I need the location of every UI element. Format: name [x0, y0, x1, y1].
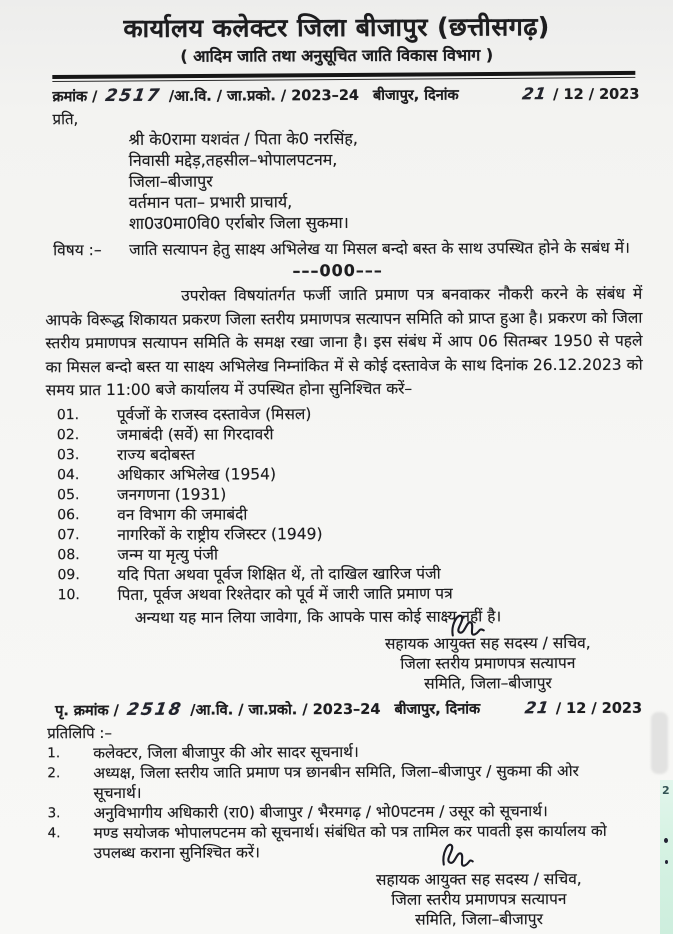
- ref2-series: /आ.वि. / जा.प्रको. / 2023–24: [190, 701, 381, 719]
- document-number: 09.: [57, 566, 80, 583]
- signatory-committee: जिला स्तरीय प्रमाणपत्र सत्यापन: [400, 653, 576, 673]
- document-number: 07.: [57, 526, 80, 543]
- copy-text: मण्ड सयोजक भोपालपटनम को सूचनार्थ। संबंधित को पत्र तामिल कर पावती इस कार्यालय को उपलब्ध कराना सुनिश्चित करें।: [93, 821, 607, 862]
- ref2-handwritten-day: 21: [524, 697, 552, 717]
- document-text: पिता, पूर्वज अथवा रिश्तेदार को पूर्व में जारी जाति प्रमाण पत्र: [117, 583, 453, 604]
- document-text: जनगणना (1931): [117, 484, 227, 504]
- copy-item: [47, 740, 673, 763]
- document-number: 08.: [57, 546, 80, 563]
- document-number: 06.: [57, 506, 80, 523]
- document-text: अधिकार अभिलेख (1954): [117, 464, 277, 484]
- copy-item: [47, 760, 673, 803]
- scan-artifact-mark: 2: [662, 784, 670, 797]
- signatory-district: समिति, जिला–बीजापुर: [415, 909, 543, 929]
- document-item: [57, 502, 673, 525]
- reference-line-2: [55, 695, 642, 723]
- signature-icon: [435, 839, 475, 876]
- ref2-label: पृ. क्रमांक /: [55, 702, 119, 719]
- document-number: 04.: [57, 466, 80, 483]
- signatory-designation: सहायक आयुक्त सह सदस्य / सचिव,: [375, 869, 582, 889]
- header-divider-rule: [52, 71, 635, 82]
- document-item: [57, 542, 673, 565]
- ref1-place-date-label: बीजापुर, दिनांक: [372, 87, 459, 104]
- document-text: जन्म या मृत्यु पंजी: [117, 545, 219, 564]
- signature-block-1: [328, 632, 648, 693]
- scan-artifact-speck: [664, 838, 668, 843]
- scan-artifact-grey-blob: [651, 712, 668, 774]
- document-text: पूर्वजों के राजस्व दस्तावेज (मिसल): [116, 404, 312, 424]
- copy-text: अध्यक्ष, जिला स्तरीय जाति प्रमाण पत्र छानबीन समिति, जिला–बीजापुर / सुकमा की ओर सूचनार्थ।: [93, 761, 579, 802]
- ref2-place-date-label: बीजापुर, दिनांक: [394, 700, 481, 718]
- document-number: 02.: [56, 426, 80, 443]
- copy-number: 3.: [47, 804, 61, 821]
- salutation: प्रति,: [52, 110, 79, 129]
- document-item: [57, 482, 673, 505]
- document-number: 10.: [57, 586, 80, 603]
- copy-item: [48, 820, 673, 863]
- subject-row: [53, 237, 638, 262]
- addressee-residence: निवासी मद्देड़,तहसील–भोपालपटनम,: [128, 149, 338, 170]
- document-item: [57, 422, 673, 445]
- copy-number: 2.: [47, 764, 61, 781]
- document-number: 01.: [56, 406, 80, 423]
- copy-item: [47, 800, 673, 823]
- documents-list: [2, 402, 673, 605]
- document-item: [57, 442, 673, 465]
- copy-text: अनुविभागीय अधिकारी (रा0) बीजापुर / भैरमगढ़ / भो0पटनम / उसूर को सूचनार्थ।: [93, 801, 548, 822]
- scan-artifact-speck: [665, 860, 668, 864]
- warning-note: अन्यथा यह मान लिया जावेगा, कि आपके पास कोई साक्ष्य नहीं है।: [134, 606, 502, 627]
- reference-line-1: [52, 82, 639, 110]
- body-paragraph: उपरोक्त विषयांतर्गत फर्जी जाति प्रमाण पत्र बनवाकर नौकरी करने के संबंध में आपके विरूद्ध शिकायत प्रकरण जिला स्तरीय प्रमाणपत्र सत्यापन समिति को प्राप्त हुआ है। प्रकरण को जिला स्तरीय प्रमाणपत्र सत्यापन समिति के समक्ष रखा जाना है। इस संबंध में आप 06 सितम्बर 1950 से पहले का मिसल बन्दो बस्त या साक्ष्य अभिलेख निम्नांकित में से कोई दस्तावेज के साथ दिनांक 26.12.2023 को समय प्रात 11:00 बजे कार्यालय में उपस्थित होना सुनिश्चित करें–: [45, 284, 643, 400]
- scan-artifact-teal-strip: [660, 780, 673, 934]
- document-text: वन विभाग की जमाबंदी: [117, 504, 248, 524]
- addressee-block: [129, 127, 673, 234]
- document-text: जमाबंदी (सर्वे) सा गिरदावरी: [116, 424, 274, 444]
- document-number: 05.: [57, 486, 80, 503]
- ref1-date-rest: / 12 / 2023: [553, 86, 640, 104]
- copy-number: 1.: [47, 744, 61, 761]
- document-text: राज्य बदोबस्त: [116, 445, 195, 464]
- signature-block-2: [319, 868, 639, 929]
- document-text: यदि पिता अथवा पूर्वज शिक्षित थें, तो दाखिल खारिज पंजी: [117, 564, 441, 584]
- department-subtitle: ( आदिम जाति तथा अनुसूचित जाति विकास विभाग ): [180, 45, 494, 66]
- copy-text: कलेक्टर, जिला बीजापुर की ओर सादर सूचनार्थ।: [93, 742, 359, 762]
- ref1-series: /आ.वि. / जा.प्रको. / 2023–24: [168, 87, 360, 105]
- section-separator: –––000–––: [292, 260, 383, 281]
- ref2-date-rest: / 12 / 2023: [555, 700, 643, 717]
- copy-number: 4.: [47, 824, 61, 841]
- signatory-district: समिति, जिला–बीजापुर: [424, 673, 552, 693]
- document-item: [57, 522, 673, 545]
- document-item: [57, 562, 673, 585]
- subject-text: जाति सत्यापन हेतु साक्ष्य अभिलेख या मिसल बन्दो बस्त के साथ उपस्थित होने के सबंध में।: [129, 238, 630, 259]
- signatory-designation: सहायक आयुक्त सह सदस्य / सचिव,: [384, 633, 591, 653]
- signatory-committee: जिला स्तरीय प्रमाणपत्र सत्यापन: [391, 889, 567, 909]
- addressee-name: श्री के0रामा यशवंत / पिता के0 नरसिंह,: [128, 128, 359, 149]
- ref1-handwritten-day: 21: [521, 84, 549, 104]
- subject-label: विषय :–: [53, 241, 102, 260]
- copies-list: [3, 740, 673, 863]
- document-item: [58, 582, 673, 605]
- addressee-current-address: वर्तमान पता– प्रभारी प्राचार्य,: [128, 192, 293, 212]
- document-item: [57, 402, 673, 425]
- document-number: 03.: [56, 446, 80, 463]
- office-title: कार्यालय कलेक्टर जिला बीजापुर (छत्तीसगढ़): [123, 12, 550, 43]
- document-text: नागरिकों के राष्ट्रीय रजिस्टर (1949): [117, 524, 323, 544]
- addressee-district: जिला–बीजापुर: [128, 171, 213, 191]
- copies-label: प्रतिलिपि :–: [47, 723, 112, 742]
- addressee-school: शा0उ0मा0वि0 एर्राबोर जिला सुकमा।: [128, 212, 349, 233]
- signature-icon: [446, 609, 486, 646]
- ref1-handwritten-number: 2517: [104, 85, 163, 107]
- ref1-label: क्रमांक /: [52, 89, 98, 106]
- document-item: [57, 462, 673, 485]
- ref2-handwritten-number: 2518: [125, 699, 184, 720]
